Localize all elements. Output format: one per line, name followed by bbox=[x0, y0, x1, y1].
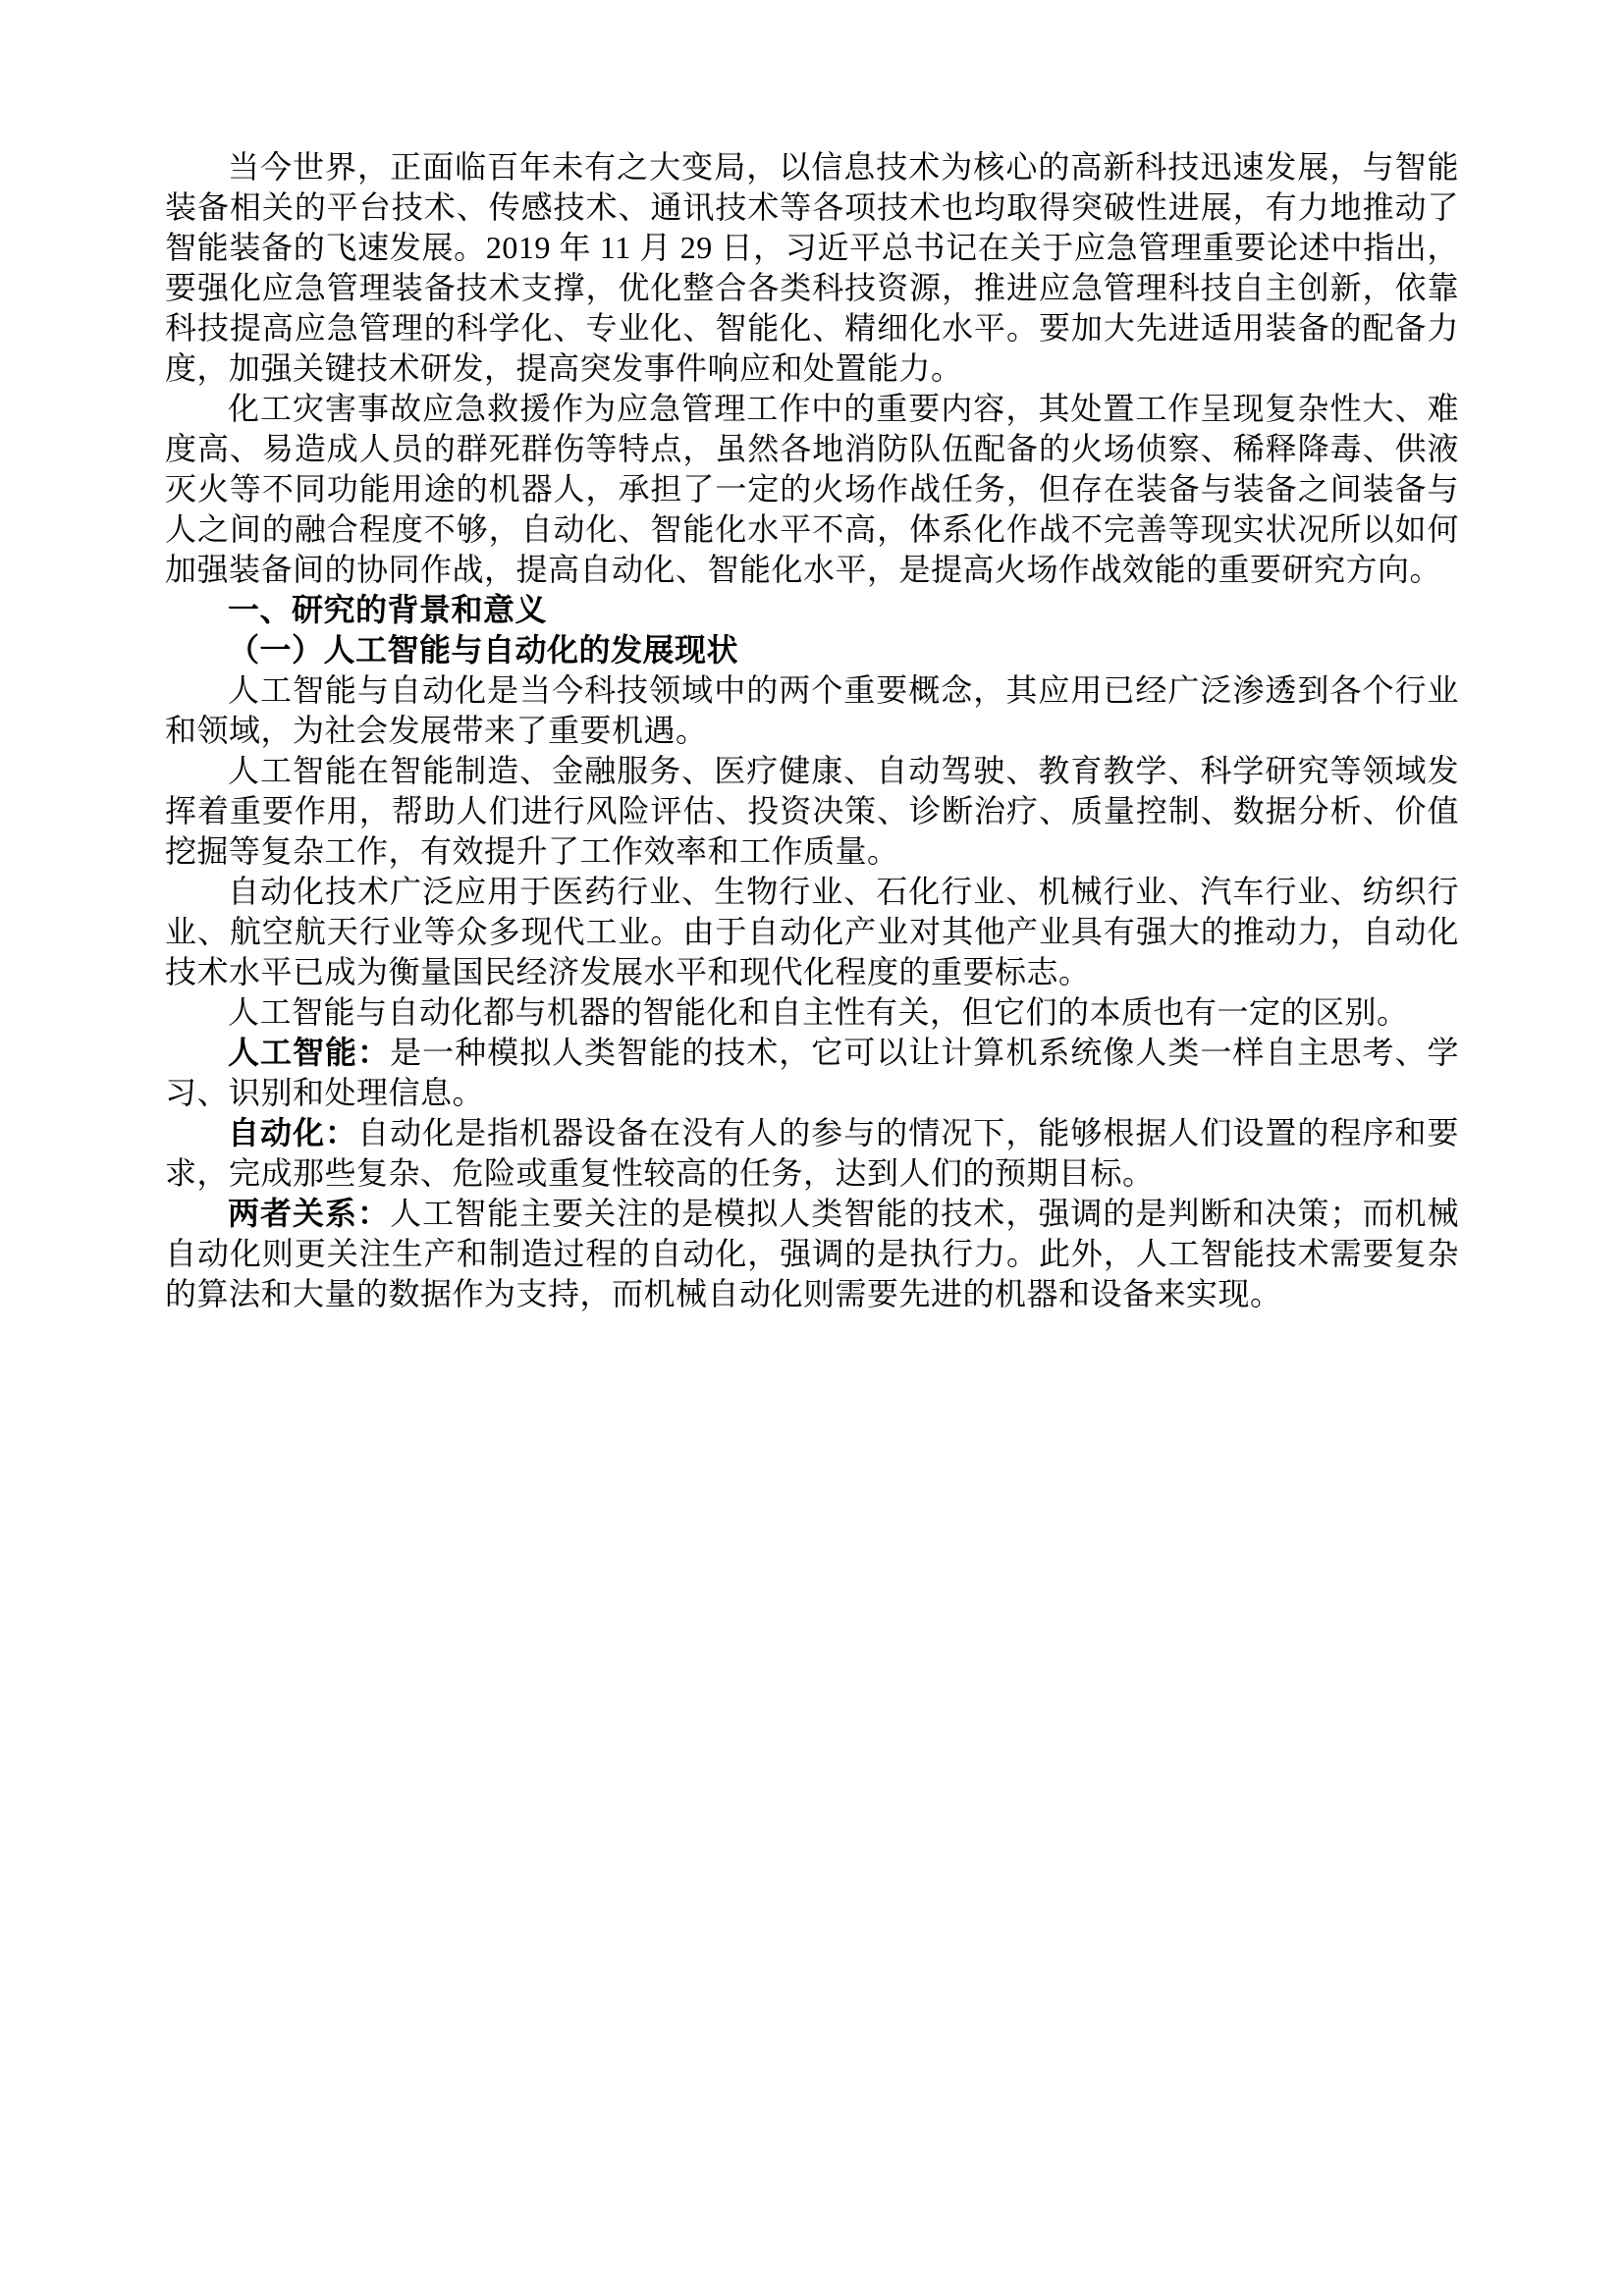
paragraph-automation-applications: 自动化技术广泛应用于医药行业、生物行业、石化行业、机械行业、汽车行业、纺织行业、航空航天行业等众多现代工业。由于自动化产业对其他产业具有强大的推动力，自动化技术水平已成为衡量国民经济发展水平和现代化程度的重要标志。 bbox=[165, 874, 1459, 989]
term-lead-relationship: 两者关系： bbox=[228, 1196, 391, 1231]
section-heading-background-significance: 一、研究的背景和意义 bbox=[228, 592, 548, 627]
term-paragraph-relationship bbox=[165, 1194, 1459, 1314]
paragraph-ai-automation-difference: 人工智能与自动化都与机器的智能化和自主性有关，但它们的本质也有一定的区别。 bbox=[228, 994, 1409, 1030]
term-lead-ai: 人工智能： bbox=[228, 1035, 391, 1070]
subsection-heading-ai-automation-status: （一）人工智能与自动化的发展现状 bbox=[228, 632, 739, 667]
term-text-automation: 自动化是指机器设备在没有人的参与的情况下，能够根据人们设置的程序和要求，完成那些复杂、危险或重复性较高的任务，达到人们的预期目标。 bbox=[165, 1115, 1459, 1191]
paragraph-ai-applications: 人工智能在智能制造、金融服务、医疗健康、自动驾驶、教育教学、科学研究等领域发挥着重要作用，帮助人们进行风险评估、投资决策、诊断治疗、质量控制、数据分析、价值挖掘等复杂工作，有效提升了工作效率和工作质量。 bbox=[165, 753, 1459, 869]
term-lead-automation: 自动化： bbox=[228, 1115, 358, 1150]
term-paragraph-ai bbox=[165, 1033, 1459, 1113]
term-text-ai: 是一种模拟人类智能的技术，它可以让计算机系统像人类一样自主思考、学习、识别和处理信息。 bbox=[165, 1035, 1459, 1110]
paragraph-ai-automation-concepts: 人工智能与自动化是当今科技领域中的两个重要概念，其应用已经广泛渗透到各个行业和领域，为社会发展带来了重要机遇。 bbox=[165, 672, 1459, 748]
paragraph-chemical-disaster-rescue: 化工灾害事故应急救援作为应急管理工作中的重要内容，其处置工作呈现复杂性大、难度高、易造成人员的群死群伤等特点，虽然各地消防队伍配备的火场侦察、稀释降毒、供液灭火等不同功能用途的机器人，承担了一定的火场作战任务，但存在装备与装备之间装备与人之间的融合程度不够，自动化、智能化水平不高，体系化作战不完善等现实状况所以如何加强装备间的协同作战，提高自动化、智能化水平，是提高火场作战效能的重要研究方向。 bbox=[165, 391, 1459, 587]
term-paragraph-automation bbox=[165, 1113, 1459, 1194]
paragraph-intro-technology: 当今世界，正面临百年未有之大变局，以信息技术为核心的高新科技迅速发展，与智能装备相关的平台技术、传感技术、通讯技术等各项技术也均取得突破性进展，有力地推动了智能装备的飞速发展。2019 年 11 月 29 日，习近平总书记在关于应急管理重要论述中指出，要强化应急管理装备技术支撑，优化整合各类科技资源，推进应急管理科技自主创新，依靠科技提高应急管理的科学化、专业化、智能化、精细化水平。要加大先进适用装备的配备力度，加强关键技术研发，提高突发事件响应和处置能力。 bbox=[165, 149, 1459, 386]
term-text-relationship: 人工智能主要关注的是模拟人类智能的技术，强调的是判断和决策；而机械自动化则更关注生产和制造过程的自动化，强调的是执行力。此外，人工智能技术需要复杂的算法和大量的数据作为支持，而机械自动化则需要先进的机器和设备来实现。 bbox=[165, 1196, 1459, 1311]
